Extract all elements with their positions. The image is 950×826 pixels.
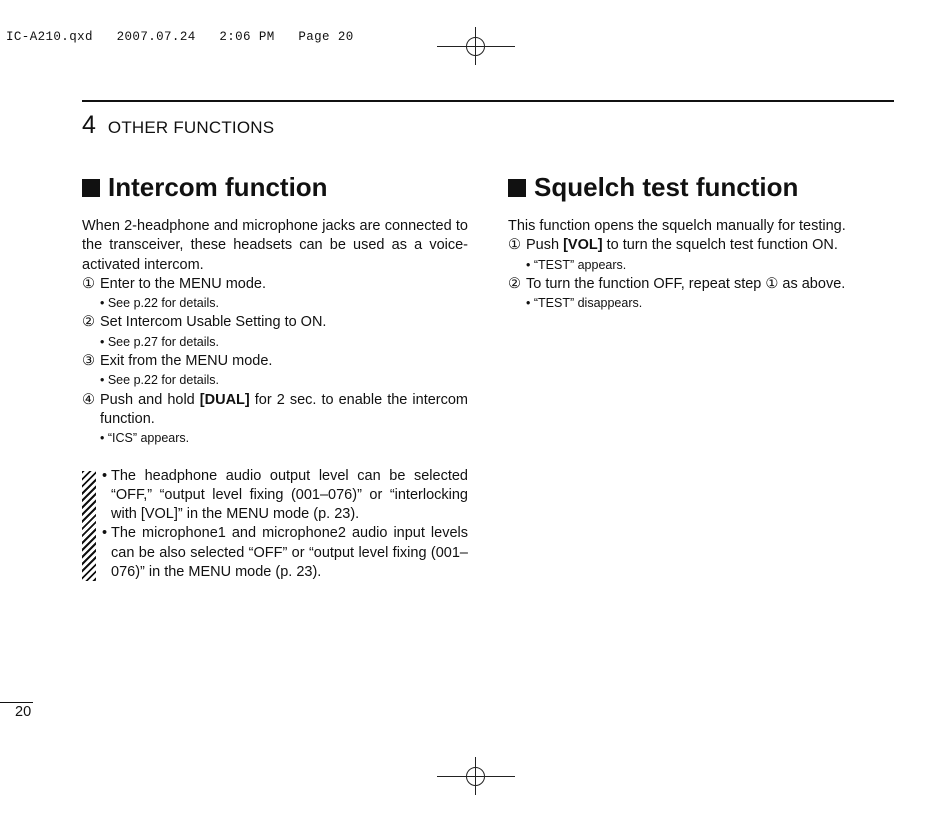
- dual-key-label: [DUAL]: [199, 391, 250, 408]
- registration-mark-top: [437, 27, 515, 65]
- square-bullet-icon: [82, 179, 100, 197]
- intercom-step: ② Set Intercom Usable Setting to ON. • See p.27 for details.: [82, 313, 468, 352]
- squelch-step: ① Push [VOL] to turn the squelch test function ON. • “TEST” appears.: [508, 236, 894, 275]
- intercom-step: ④ Push and hold [DUAL] for 2 sec. to enable the intercom function. • “ICS” appears.: [82, 391, 468, 449]
- step-detail: • “TEST” appears.: [526, 257, 627, 272]
- vol-key-label: [VOL]: [563, 237, 603, 254]
- intercom-title: Intercom function: [82, 172, 468, 203]
- step-detail: • See p.22 for details.: [100, 296, 220, 311]
- registration-mark-bottom: [437, 757, 515, 795]
- print-slug: IC-A210.qxd 2007.07.24 2:06 PM Page 20: [6, 30, 354, 44]
- note-hatch-icon: [82, 471, 96, 581]
- chapter-number: 4: [82, 111, 96, 139]
- header-rule: [82, 100, 894, 102]
- squelch-step: ② To turn the function OFF, repeat step ① as above. • “TEST” disappears.: [508, 275, 894, 314]
- note-item: • The headphone audio output level can be selected “OFF,” “output level fixing (001–076)” or “interlocking with [VOL]” in the MENU mode (p. 23).: [102, 467, 468, 523]
- chapter-header: [82, 111, 274, 140]
- step-detail: • See p.27 for details.: [100, 334, 220, 349]
- step-detail: • “ICS” appears.: [100, 431, 190, 446]
- page-number: 20: [15, 704, 32, 720]
- intercom-section: [82, 172, 468, 582]
- note-item: • The microphone1 and microphone2 audio input levels can be also selected “OFF” or “output level fixing (001–076)” in the MENU mode (p. 23).: [102, 525, 468, 581]
- square-bullet-icon: [508, 179, 526, 197]
- intercom-step: ③ Exit from the MENU mode. • See p.22 for details.: [82, 352, 468, 391]
- squelch-intro: This function opens the squelch manually for testing.: [508, 218, 846, 234]
- chapter-name: OTHER FUNCTIONS: [107, 118, 275, 137]
- step-detail: • “TEST” disappears.: [526, 296, 643, 311]
- intercom-intro: When 2-headphone and microphone jacks are connected to the transceiver, these headsets can be used as a voice-activated intercom.: [82, 218, 468, 273]
- step-detail: • See p.22 for details.: [100, 373, 220, 388]
- intercom-step: ① Enter to the MENU mode. • See p.22 for details.: [82, 275, 468, 314]
- squelch-section: [508, 172, 894, 313]
- footer-rule: [0, 702, 33, 703]
- squelch-title: Squelch test function: [508, 172, 894, 203]
- note-box: [82, 467, 468, 583]
